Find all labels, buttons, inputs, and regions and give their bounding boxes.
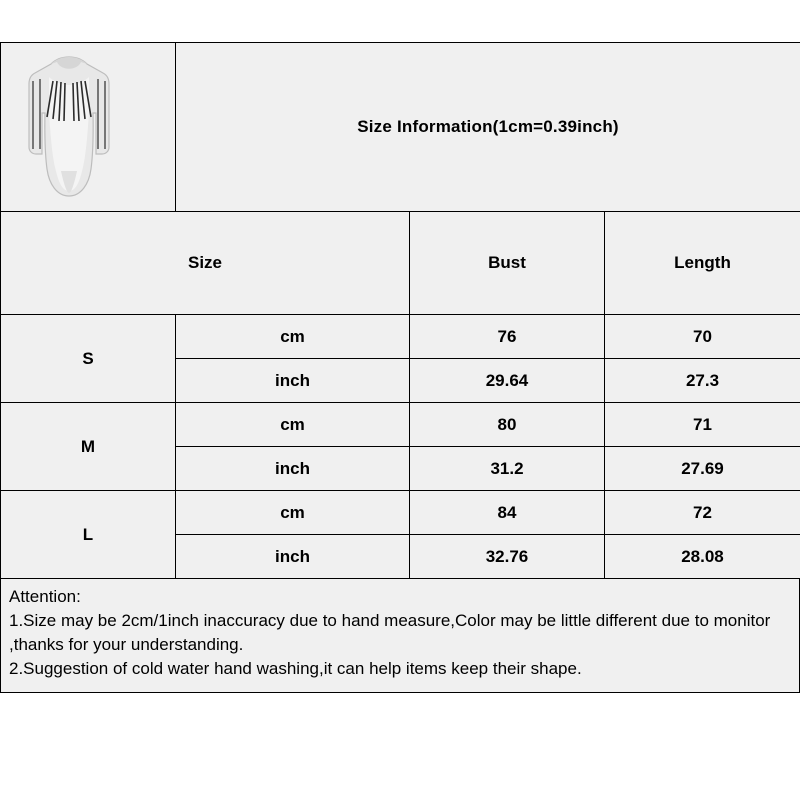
size-chart-sheet	[0, 42, 800, 693]
table-row	[1, 315, 800, 359]
unit-cell-inch: inch	[176, 535, 410, 579]
column-header-bust: Bust	[410, 212, 605, 315]
attention-line-1: 1.Size may be 2cm/1inch inaccuracy due to hand measure,Color may be little different due to monitor ,thanks for your understanding.	[9, 611, 776, 655]
bust-value-cm: 76	[410, 315, 605, 359]
bust-value-inch: 31.2	[410, 447, 605, 491]
column-header-size: Size	[1, 212, 410, 315]
length-value-cm: 70	[605, 315, 800, 359]
length-value-cm: 71	[605, 403, 800, 447]
attention-line-2: 2.Suggestion of cold water hand washing,it can help items keep their shape.	[9, 659, 582, 679]
attention-block	[0, 579, 800, 693]
unit-cell-inch: inch	[176, 359, 410, 403]
unit-cell-inch: inch	[176, 447, 410, 491]
length-value-inch: 27.3	[605, 359, 800, 403]
page-title: Size Information(1cm=0.39inch)	[176, 43, 800, 212]
table-row	[1, 491, 800, 535]
size-label-s: S	[1, 315, 176, 403]
length-value-cm: 72	[605, 491, 800, 535]
table-row	[1, 403, 800, 447]
size-label-l: L	[1, 491, 176, 579]
size-label-m: M	[1, 403, 176, 491]
length-value-inch: 27.69	[605, 447, 800, 491]
product-figure-cell	[1, 43, 176, 212]
size-information-table	[0, 42, 800, 579]
unit-cell-cm: cm	[176, 403, 410, 447]
column-header-length: Length	[605, 212, 800, 315]
attention-heading: Attention:	[9, 587, 81, 606]
bust-value-cm: 80	[410, 403, 605, 447]
unit-cell-cm: cm	[176, 315, 410, 359]
bodysuit-illustration-icon	[9, 51, 129, 203]
bust-value-inch: 29.64	[410, 359, 605, 403]
bust-value-inch: 32.76	[410, 535, 605, 579]
bust-value-cm: 84	[410, 491, 605, 535]
unit-cell-cm: cm	[176, 491, 410, 535]
column-header-row	[1, 212, 800, 315]
table-header-row	[1, 43, 800, 212]
length-value-inch: 28.08	[605, 535, 800, 579]
